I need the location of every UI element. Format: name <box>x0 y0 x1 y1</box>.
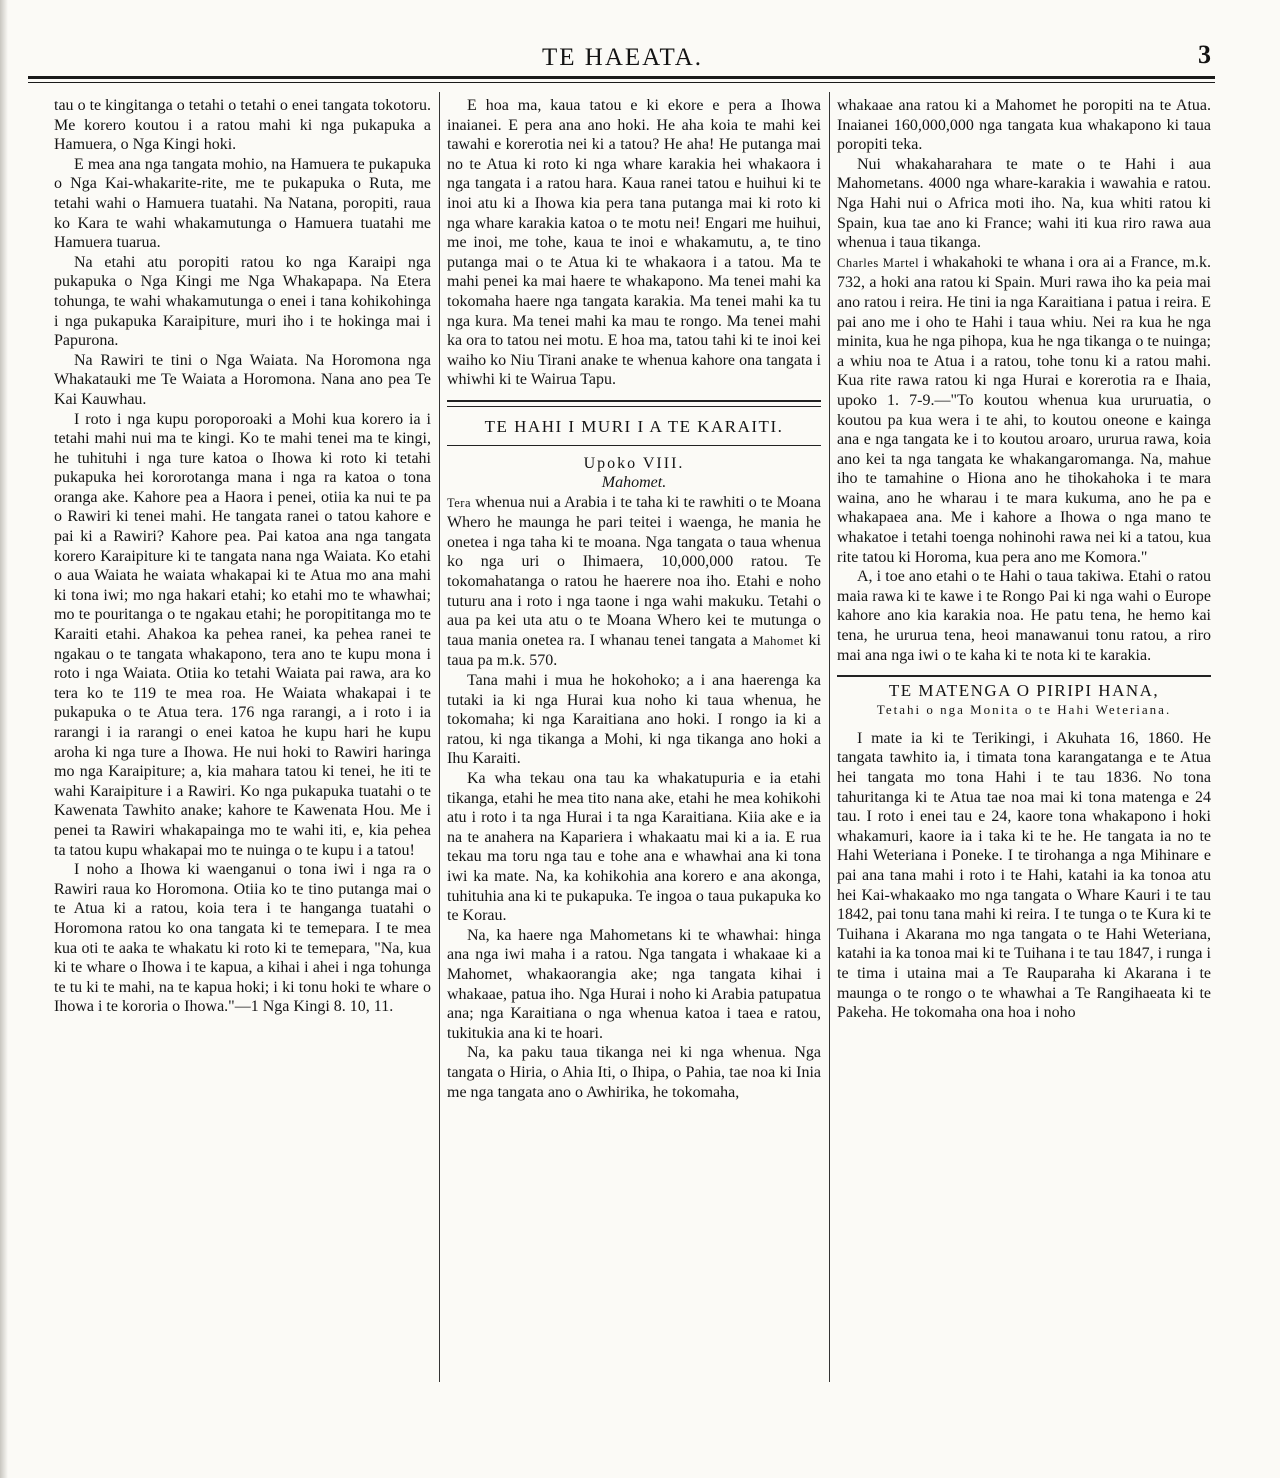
lead-word: Tera <box>447 495 472 510</box>
column-1 <box>54 96 431 1396</box>
person-name: Mahomet <box>752 633 804 648</box>
paragraph <box>447 493 821 671</box>
section-title: TE HAHI I MURI I A TE KARAITI. <box>484 416 784 436</box>
column-2 <box>447 96 821 1396</box>
page-title: TE HAEATA. <box>541 44 704 71</box>
paragraph: Ka wha tekau ona tau ka whakatupuria e ia etahi tikanga, etahi he mea tito nana ake, etahi he mea kohikohi atu i roto i ta nga Hurai i ta nga Karaitiana. Kiia ake e ia na te anahera na Kapariera i whakaatu mai ki a ia. E rua tekau ma toru nga tau e tohe ana e whawhai ana ki tona iwi ka mate. Na, ka kohikohia ana korero e ana akonga, tuhituhia ana ki te pukapuka. Te ingoa o taua pukapuka ko te Korau. <box>447 770 821 925</box>
column-divider-2 <box>829 92 830 1382</box>
paragraph <box>837 253 1211 568</box>
page-number: 3 <box>1198 40 1211 69</box>
paragraph: whakaae ana ratou ki a Mahomet he poropiti na te Atua. Inaianei 160,000,000 nga tangata kua whakapono ki taua poropiti teka. <box>837 97 1211 154</box>
page-edge-shadow <box>0 0 8 1478</box>
paragraph: I mate ia ki te Terikingi, i Akuhata 16, 1860. He tangata tawhito ia, i timata tona karangatanga e te Atua hei tangata mo tona Hahi i te tau 1836. No tona tahuritanga ki te Atua tae noa mai ki tona matenga e 24 tau. I roto i enei tau e 24, kaore tona whakapono i hoki whakamuri, kaore ia i taka ki te he. He tangata ia no te Hahi Weteriana i Poneke. I te tirohanga a nga Mihinare e pai ana tana mahi i roto i te Hahi, katahi ia ka tonoa atu hei Kai-whakaako mo nga tangata o Whare Kauri i te tau 1842, pai tonu tana mahi ki reira. I te tunga o te Kura ki te Tuihana i Akarana mo nga tangata o te Hahi Weteriana, katahi ia ka tonoa mai ki te Tuihana i te tau 1847, i runga i te tima i utaina mai a Te Rauparaha ki Akarana i te maunga o te rongo o te whawhai a Te Rangihaeata ki te Pakeha. He tokomaha ona hoa i noho <box>837 729 1211 1022</box>
paragraph: tau o te kingitanga o tetahi o tetahi o enei tangata tokotoru. Me korero koutou i a ratou mahi ki nga pukapuka a Hamuera, o Nga Kingi hoki. <box>54 97 431 154</box>
paragraph: I roto i nga kupu poroporoaki a Mohi kua korero ia i tetahi mahi nui ma te kingi. Ko te mahi tenei ma te kingi, he tuhituhi i nga ture katoa o Ihowa ki roto ki tetahi pukapuka hei kororotanga mana i nga ra katoa o tona oranga ake. Kahore pea a Haora i penei, otiia ka nui te pa o Rawiri ki tenei mahi. He tangata ranei o tatou kahore e pai ki a Rawiri? Kahore pea. Pai katoa ana nga tangata korero Karaipiture ki te tangata nana nga Waiata. Ko etahi o aua Waiata he waiata whakapai ki te Atua mo ana mahi ki tona iwi; mo nga hakari etahi; ko etahi mo te whawhai; mo te pouritanga o te ngakau etahi; he poropititanga mo te Karaiti etahi. Ahakoa ka pehea ranei, ka pehea ranei te ngakau o te tangata whakapono, tera ano te kupu mona i roto i nga Waiata. Otiia ko tetahi Waiata pai rawa, ara ko tera ko te 119 te mea roa. He Waiata whakapai i te pukapuka o te Atua tera. 176 nga rarangi, a i roto i ia rarangi i ia rarangi o enei katoa he kupu hari he kupu aroha ki nga ture a Ihowa. He nui hoki to Rawiri haringa mo nga Karaipiture; a, kia mahara tatou ki tenei, he iti te wahi Karaipiture i a Rawiri. Ko nga pukapuka tuatahi o te Kawenata Tawhito anake; kahore te Kawenata Hou. Me i penei ta Rawiri whakapainga mo te wahi iti, e, kia pehea ta tatou kupu whakapai mo te nuinga o te kupu i a tatou! <box>54 410 431 859</box>
header-rule-thin <box>28 82 1215 83</box>
paragraph: Na, ka paku taua tikanga nei ki nga whenua. Nga tangata o Hiria, o Ahia Iti, o Ihipa, o Pahia, tae noa ki Inia me nga tangata ano o Awhirika, he tokomaha, <box>447 1044 821 1101</box>
person-name: Charles Martel <box>837 255 920 270</box>
paragraph: Na, ka haere nga Mahometans ki te whawhai: hinga ana nga iwi maha i a ratou. Nga tangata i whakaae ki a Mahomet, whakaorangia ake; nga tangata kihai i whakaae, patua iho. Nga Hurai i noho ki Arabia patupatua ana; nga Karaitiana o nga whenua katoa i taea e ratou, tukitukia ana ki te hoari. <box>447 926 821 1042</box>
column-divider-1 <box>439 92 440 1382</box>
section-rule <box>837 675 1211 677</box>
paragraph: A, i toe ano etahi o te Hahi o taua takiwa. Etahi o ratou maia rawa ki te kawe i te Rongo Pai ki nga wahi o Europe kahore ano kia karakia noa. He patu tena, he hemo kai tena, he ururua tena, heoi manawanui tonu ratou, a riro mai ana nga iwi o te kaha ki te nota ki te karakia. <box>837 568 1211 664</box>
paragraph: Tana mahi i mua he hokohoko; a i ana haerenga ka tutaki ia ki nga Hurai kua noho ki taua whenua, he tokomaha; ki nga Karaitiana ano hoki. I rongo ia ki a ratou, ki nga tikanga a Mohi, ki nga tikanga ano hoki a Ihu Karaiti. <box>447 672 821 768</box>
spacer <box>837 719 1211 729</box>
masthead <box>30 40 1215 74</box>
paragraph: Na Rawiri te tini o Nga Waiata. Na Horomona nga Whakatauki me Te Waiata a Horomona. Nana ano pea Te Kai Kauwhau. <box>54 351 431 408</box>
paragraph-text: ki taua pa m.k. 570. <box>447 631 821 670</box>
paragraph: Nui whakaharahara te mate o te Hahi i aua Mahometans. 4000 nga whare-karakia i wawahia e ratou. Nga Hahi nui o Africa moti iho. Na, kua whiti ratou ki Spain, kua tae ano ki France; wahi iti kua riro rawa aua whenua i taua tikanga. <box>837 155 1211 252</box>
section-title: TE MATENGA O PIRIPI HANA, <box>888 681 1160 701</box>
paragraph: I noho a Ihowa ki waenganui o tona iwi i nga ra o Rawiri raua ko Horomona. Otiia ko te tino putanga mai o te Atua ki a ratou, koia tera i te hanganga tuatahi o Horomona ratou ko ona tangata ki te temepara. I te mea kua oti te aaka te whakatu ki roto ki te temepara, "Na, kua ki te whare o Ihowa i te kapua, a kihai i ahei i nga tohunga te tu ki te mahi, na te kapua hoki; i ki tonu hoki te whare o Ihowa i te kororia o Ihowa."—1 Nga Kingi 8. 10, 11. <box>54 861 431 1016</box>
paragraph: E mea ana nga tangata mohio, na Hamuera te pukapuka o Nga Kai-whakarite-rite, me te pukapuka o Ruta, me tetahi wahi o Hamuera tuatahi. Na Natana, poropiti, raua ko Kara te wahi whakamutunga o Hamuera tuatahi me Hamuera tuarua. <box>54 155 431 252</box>
section-rule-thin <box>447 406 821 407</box>
paragraph: Na etahi atu poropiti ratou ko nga Karaipi nga pukapuka o Nga Kingi me Nga Whakapapa. Na Etera tohunga, te wahi whakamutunga o enei i tana kohikohinga i nga pukapuka Karaipiture, muri iho i te hokinga mai i Papurona. <box>54 253 431 350</box>
header-rule-thick <box>28 76 1215 79</box>
paragraph-text: whenua nui a Arabia i te taha ki te rawhiti o te Moana Whero he maunga he pari teitei i waenga, he mania he onetea i nga taha ki te moana. Nga tangata o taua whenua ko nga uri o Ihimaera, 10,000,000 ratou. Te tokomahatanga o ratou he haerere noa iho. Etahi e noho tuturu ana i roto i nga taone i nga wahi makuku. Tetahi o aua pa kei uta atu o te Moana Whero kei te mutunga o taua mania onetea ra. I whanau tenei tangata a <box>447 493 821 649</box>
section-rule <box>447 400 821 402</box>
section-subtitle: Tetahi o nga Monita o te Hahi Weteriana. <box>876 701 1172 717</box>
column-3 <box>837 96 1211 1396</box>
section-rule-thin <box>447 445 821 446</box>
chapter-heading: Upoko VIII. <box>583 454 685 472</box>
paragraph: E hoa ma, kaua tatou e ki ekore e pera a Ihowa inaianei. E pera ana ano hoki. He aha koia te mahi kei tawahi e korerotia nei ki a tatou? He aha! He putanga mai no te Atua ki roto ki nga whare karakia hei whakaora i nga tangata i a ratou hara. Kaua ranei tatou e huihui ki te inoi atu ki a Ihowa kia pera tana putanga mai ki roto ki nga whare karakia katoa o te motu nei! Engari me huihui, me inoi, me tohe, kaua te inoi e whakamutu, a, te tino putanga mai o te Atua ki te whakaora i a tatou. Ma te mahi penei ka mai haere te whakapono. Ma tenei mahi ka tokomaha haere nga tangata karakia. Ma tenei mahi ka tu nga kura. Ma tenei mahi ka mau te rongo. Ma tenei mahi ka ora to tatou nei motu. E hoa ma, tatou tahi ki te inoi kei waiho ko Niu Tirani anake te whenua kahore ona tangata i whiwhi ki te Wairua Tapu. <box>447 97 821 389</box>
paragraph-text: i whakahoki te whana i ora ai a France, m.k. 732, a hoki ana ratou ki Spain. Muri rawa iho ka peia mai ano ratou i reira. He tini ia nga Karaitiana i patua i reira. E pai ano me i oho te Hahi i taua whiu. Nei ra kua he nga minita, kua he nga pihopa, kua he nga tikanga o te nuinga; a whiu noa te Atua i a ratou, tohe tonu ki a ratou mahi. Kua rite rawa ratou ki nga Hurai e korerotia ra e Ihaia, upoko 1. 7-9.—"To koutou whenua kua ururuatia, o koutou pa kua wera i te ahi, to koutou oneone e kainga ana e nga tangata ke i to koutou aroaro, ururua rawa, koia ano kei ta nga tangata ke whakangaromanga. Na, mahue iho te tamahine o Hiona ano he tihokahoka i te mara waina, ano he wharau i te mara kukuma, ano he pa e whakapaea ana. Me i kahore a Ihowa o nga mano te whakatoe i tetahi toenga nohinohi rawa nei ki a tatou, kua rite tatou ki Horoma, kua pera ano me Komora." <box>837 253 1211 566</box>
chapter-subtitle: Mahomet. <box>601 474 667 492</box>
